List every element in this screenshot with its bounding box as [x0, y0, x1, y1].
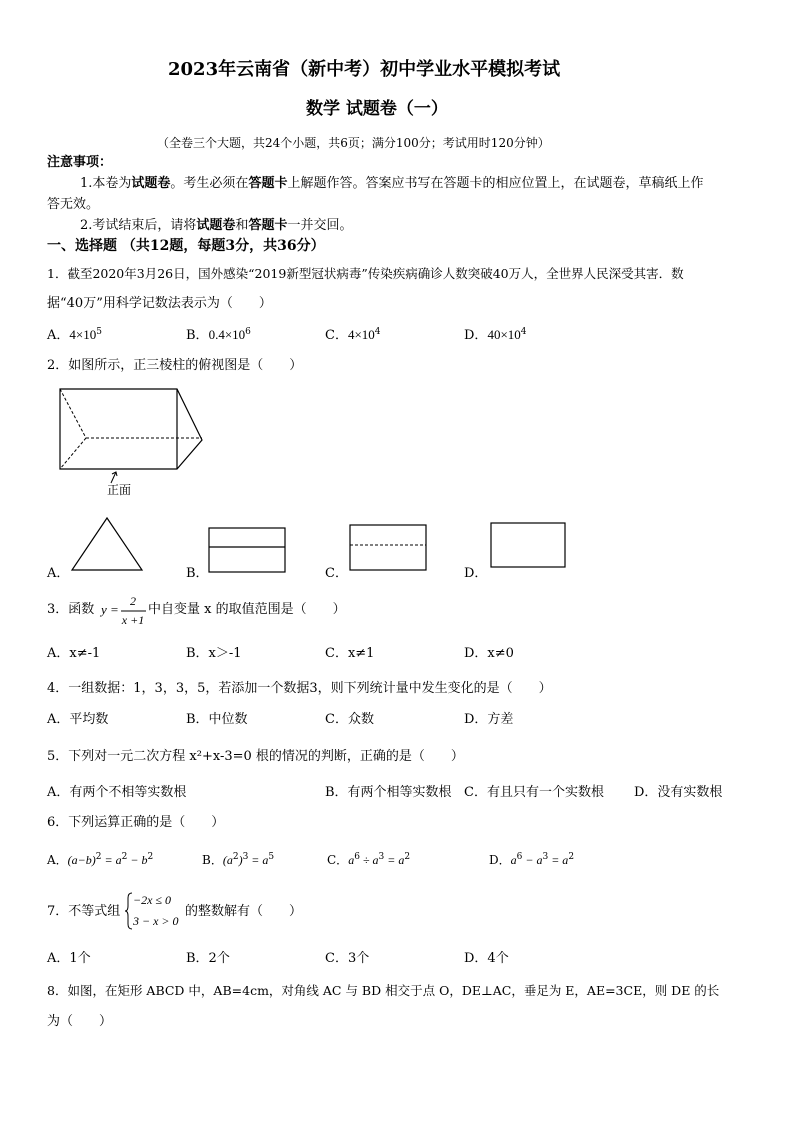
exponent: 2	[95, 852, 102, 862]
question-7-stem-a: 7．不等式组	[47, 904, 121, 919]
section-heading: 一、选择题 （共12题，每题3分，共36分）	[47, 238, 325, 254]
option-label: B．	[186, 328, 209, 343]
q3-option-d: D．x≠0	[464, 646, 514, 661]
q3-option-a: A．x≠-1	[47, 646, 101, 661]
question-3-stem-b: 中自变量 x 的取值范围是（ ）	[148, 602, 346, 617]
exponent: 6	[516, 852, 523, 862]
math-expr: − b	[127, 853, 148, 867]
q4-option-a: A．平均数	[47, 712, 109, 727]
option-value: 4×10	[347, 327, 375, 342]
exponent: 4	[374, 327, 381, 337]
option-value: 4×10	[69, 327, 97, 342]
q7-inequality-2: 3 − x > 0	[133, 914, 179, 928]
q3-denominator: x +1	[121, 613, 145, 627]
exponent: 2	[121, 852, 128, 862]
option-label: A．	[47, 328, 70, 343]
math-expr: a	[348, 853, 355, 867]
notice-item-1-cont: 答无效。	[47, 197, 100, 212]
q5-option-b: B．有两个相等实数根	[325, 785, 452, 800]
exponent: 3	[242, 852, 249, 862]
exponent: 3	[378, 852, 385, 862]
q7-option-d: D．4个	[464, 951, 509, 966]
notice-bold: 试题卷	[196, 218, 236, 233]
math-expr: = a	[384, 853, 405, 867]
q4-option-c: C．众数	[325, 712, 374, 727]
exponent: 3	[542, 852, 549, 862]
front-label: 正面	[107, 483, 132, 497]
q7-option-c: C．3个	[325, 951, 370, 966]
option-value: 40×10	[487, 327, 521, 342]
question-1-line1: 1．截至2020年3月26日，国外感染“2019新型冠状病毒”传染疾病确诊人数突破40万人，全世界人民深受其害．数	[47, 266, 684, 281]
q2-option-a-label: A．	[47, 566, 70, 581]
q5-option-a: A．有两个不相等实数根	[47, 785, 187, 800]
exponent: 6	[354, 852, 360, 862]
q3-y-eq: y =	[101, 602, 119, 617]
math-expr: = a	[101, 853, 122, 867]
math-expr: (a	[222, 853, 233, 867]
option-label: A．	[47, 853, 68, 867]
math-expr: (a−b)	[67, 853, 96, 867]
q2-option-c-label: C．	[325, 566, 348, 581]
option-label: B．	[202, 853, 223, 867]
question-2-stem: 2．如图所示，正三棱柱的俯视图是（ ）	[47, 358, 303, 373]
math-expr: = a	[248, 853, 269, 867]
math-expr: )	[238, 853, 243, 867]
q4-option-d: D．方差	[464, 712, 514, 727]
option-label: D．	[489, 853, 511, 867]
exponent: 2	[147, 852, 154, 862]
q3-numerator: 2	[130, 594, 136, 608]
notice-text: 1.本卷为	[80, 176, 132, 191]
option-label: C．	[327, 853, 349, 867]
question-7-stem-b: 的整数解有（ ）	[185, 904, 303, 919]
exponent: 2	[404, 852, 411, 862]
math-expr: = a	[548, 853, 569, 867]
math-expr: a	[510, 853, 517, 867]
exponent: 6	[245, 327, 251, 337]
q5-option-d: D．没有实数根	[634, 785, 723, 800]
q7-option-b: B．2个	[186, 951, 230, 966]
q7-option-a: A．1个	[47, 951, 91, 966]
q4-option-b: B．中位数	[186, 712, 248, 727]
q2-option-d-label: D．	[464, 566, 488, 581]
notice-text: 一并交回。	[287, 218, 353, 233]
option-value: 0.4×10	[208, 327, 246, 342]
math-expr: ÷ a	[359, 853, 379, 867]
exponent: 5	[268, 852, 275, 862]
notice-bold: 答题卡	[248, 218, 288, 233]
q7-inequality-1: −2x ≤ 0	[133, 893, 172, 907]
question-5-stem: 5．下列对一元二次方程 x²+x-3=0 根的情况的判断，正确的是（ ）	[47, 749, 464, 764]
notice-heading: 注意事项：	[47, 155, 113, 170]
notice-text: 。考生必须在	[170, 176, 249, 191]
q5-option-c: C．有且只有一个实数根	[464, 785, 604, 800]
q3-option-b: B．x＞-1	[186, 646, 242, 661]
notice-bold: 试题卷	[131, 176, 171, 191]
question-4-stem: 4．一组数据：1，3，3，5，若添加一个数据3，则下列统计量中发生变化的是（ ）	[47, 681, 552, 696]
notice-text: 2.考试结束后，请将	[80, 218, 197, 233]
notice-text: 上解题作答。答案应书写在答题卡的相应位置上，在试题卷，草稿纸上作	[287, 176, 704, 191]
exam-subtitle: 数学 试题卷（一）	[306, 99, 448, 119]
notice-text: 和	[235, 218, 249, 233]
exponent: 4	[520, 327, 527, 337]
q2-option-b-label: B．	[186, 566, 209, 581]
option-label: C．	[325, 328, 348, 343]
exam-title: 2023年云南省（新中考）初中学业水平模拟考试	[168, 59, 561, 80]
notice-bold: 答题卡	[248, 176, 288, 191]
exam-info: （全卷三个大题，共24个小题，共6页；满分100分；考试用时120分钟）	[157, 136, 550, 150]
math-expr: − a	[522, 853, 543, 867]
question-6-stem: 6．下列运算正确的是（ ）	[47, 815, 225, 830]
exponent: 2	[232, 852, 239, 862]
exponent: 2	[568, 852, 575, 862]
exponent: 5	[96, 327, 102, 337]
q3-option-c: C．x≠1	[325, 646, 375, 661]
question-1-line2: 据“40万”用科学记数法表示为（ ）	[47, 296, 272, 311]
question-8-line2: 为（ ）	[47, 1014, 113, 1029]
question-3-stem-a: 3．函数	[47, 602, 95, 617]
option-label: D．	[464, 328, 488, 343]
question-8-line1: 8．如图，在矩形 ABCD 中，AB=4cm，对角线 AC 与 BD 相交于点 O，DE⊥AC，垂足为 E，AE=3CE，则 DE 的长	[47, 983, 720, 998]
